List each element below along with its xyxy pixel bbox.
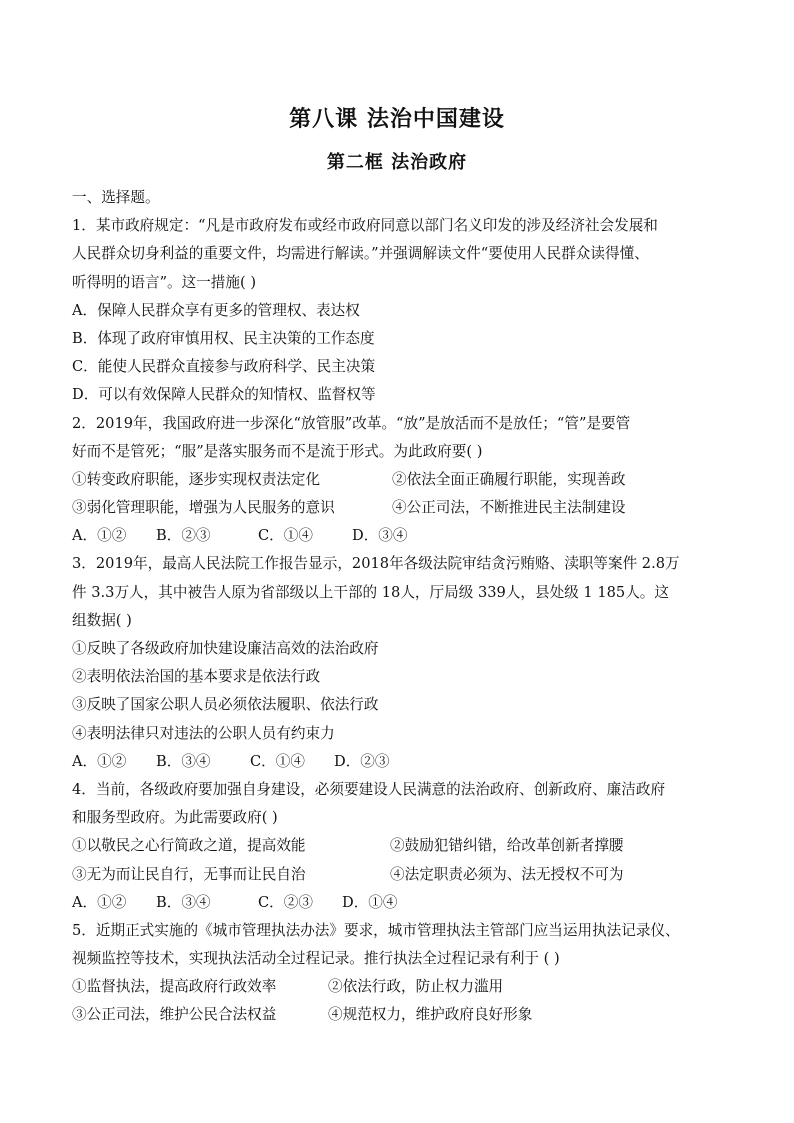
answer-d: D．②③: [334, 752, 390, 770]
answer-options: [72, 889, 732, 917]
item-3: ③弱化管理职能，增强为人民服务的意识: [72, 499, 335, 517]
option-a: A．保障人民群众享有更多的管理权、表达权: [72, 301, 360, 319]
item-row: [72, 1001, 732, 1029]
question-1: [72, 212, 732, 409]
question-text: 件 3.3万人，其中被告人原为省部级以上干部的 18人，厅局级 339人，县处级 1 185人。这: [72, 583, 669, 601]
answer-a: A．①②: [72, 752, 127, 770]
item-row: [72, 973, 732, 1001]
option-b: B．体现了政府审慎用权、民主决策的工作态度: [72, 329, 375, 347]
question-text: 5．近期正式实施的《城市管理执法办法》要求，城市管理执法主管部门应当运用执法记录仪、: [72, 921, 680, 939]
item-1: ①监督执法，提高政府行政效率: [72, 978, 277, 996]
answer-a: A．①②: [72, 527, 127, 545]
item-1: ①转变政府职能，逐步实现权责法定化: [72, 470, 321, 488]
question-text: 4．当前，各级政府要加强自身建设，必须要建设人民满意的法治政府、创新政府、廉洁政府: [72, 780, 666, 798]
answer-d: D．①④: [342, 893, 398, 911]
item-3: ③反映了国家公职人员必须依法履职、依法行政: [72, 696, 379, 714]
question-text: 人民群众切身利益的重要文件，均需进行解读。”并强调解读文件“要使用人民群众读得懂、: [72, 245, 649, 263]
question-text: 2．2019年，我国政府进一步深化“放管服”改革。“放”是放活而不是放任；“管”是要管: [72, 414, 631, 432]
item-1: ①反映了各级政府加快建设廉洁高效的法治政府: [72, 640, 379, 657]
item-1: ①以敬民之心行简政之道，提高效能: [72, 837, 306, 855]
question-text: 组数据( ): [72, 611, 132, 629]
answer-b: B．②③: [156, 527, 211, 545]
question-text: 好而不是管死；“服”是落实服务而不是流于形式。为此政府要( ): [72, 442, 483, 460]
item-row: [72, 832, 732, 860]
page-title: 第八课 法治中国建设: [289, 106, 505, 132]
answer-c: C．②③: [258, 893, 313, 911]
page-subtitle: 第二框 法治政府: [326, 152, 468, 173]
question-2: [72, 410, 732, 551]
question-text: 视频监控等技术，实现执法活动全过程记录。推行执法全过程记录有利于 ( ): [72, 950, 560, 968]
answer-c: C．①④: [250, 752, 305, 770]
question-text: 1．某市政府规定：“凡是市政府发布或经市政府同意以部门名义印发的涉及经济社会发展和: [72, 217, 658, 235]
section-heading: 一、选择题。: [72, 189, 160, 206]
question-3: [72, 550, 732, 776]
item-4: ④规范权力，维护政府良好形象: [328, 1006, 533, 1024]
item-4: ④表明法律只对违法的公职人员有约束力: [72, 724, 335, 742]
question-5: [72, 917, 732, 1030]
item-2: ②表明依法治国的基本要求是依法行政: [72, 668, 321, 686]
option-d: D．可以有效保障人民群众的知情权、监督权等: [72, 386, 376, 404]
question-text: 听得明的语言”。这一措施( ): [72, 273, 257, 291]
question-text: 3．2019年，最高人民法院工作报告显示，2018年各级法院审结贪污贿赂、渎职等案件 2.8万: [72, 555, 680, 573]
item-2: ②鼓励犯错纠错，给改革创新者撑腰: [390, 837, 624, 855]
item-4: ④公正司法，不断推进民主法制建设: [392, 499, 626, 517]
answer-b: B．③④: [156, 893, 211, 911]
item-2: ②依法全面正确履行职能，实现善政: [392, 470, 626, 488]
answer-b: B．③④: [156, 752, 211, 770]
item-3: ③无为而让民自行，无事而让民自治: [72, 865, 306, 883]
option-c: C．能使人民群众直接参与政府科学、民主决策: [72, 358, 376, 376]
question-content: [72, 184, 732, 1030]
item-row: [72, 494, 732, 522]
question-text: 和服务型政府。为此需要政府( ): [72, 809, 278, 827]
answer-c: C．①④: [258, 527, 313, 545]
item-2: ②依法行政，防止权力滥用: [328, 978, 504, 996]
answer-a: A．①②: [72, 893, 127, 911]
answer-d: D．③④: [352, 527, 408, 545]
item-3: ③公正司法，维护公民合法权益: [72, 1006, 277, 1024]
item-row: [72, 466, 732, 494]
question-4: [72, 776, 732, 917]
answer-options: [72, 748, 732, 776]
item-row: [72, 861, 732, 889]
item-4: ④法定职责必须为、法无授权不可为: [390, 865, 624, 883]
answer-options: [72, 522, 732, 550]
